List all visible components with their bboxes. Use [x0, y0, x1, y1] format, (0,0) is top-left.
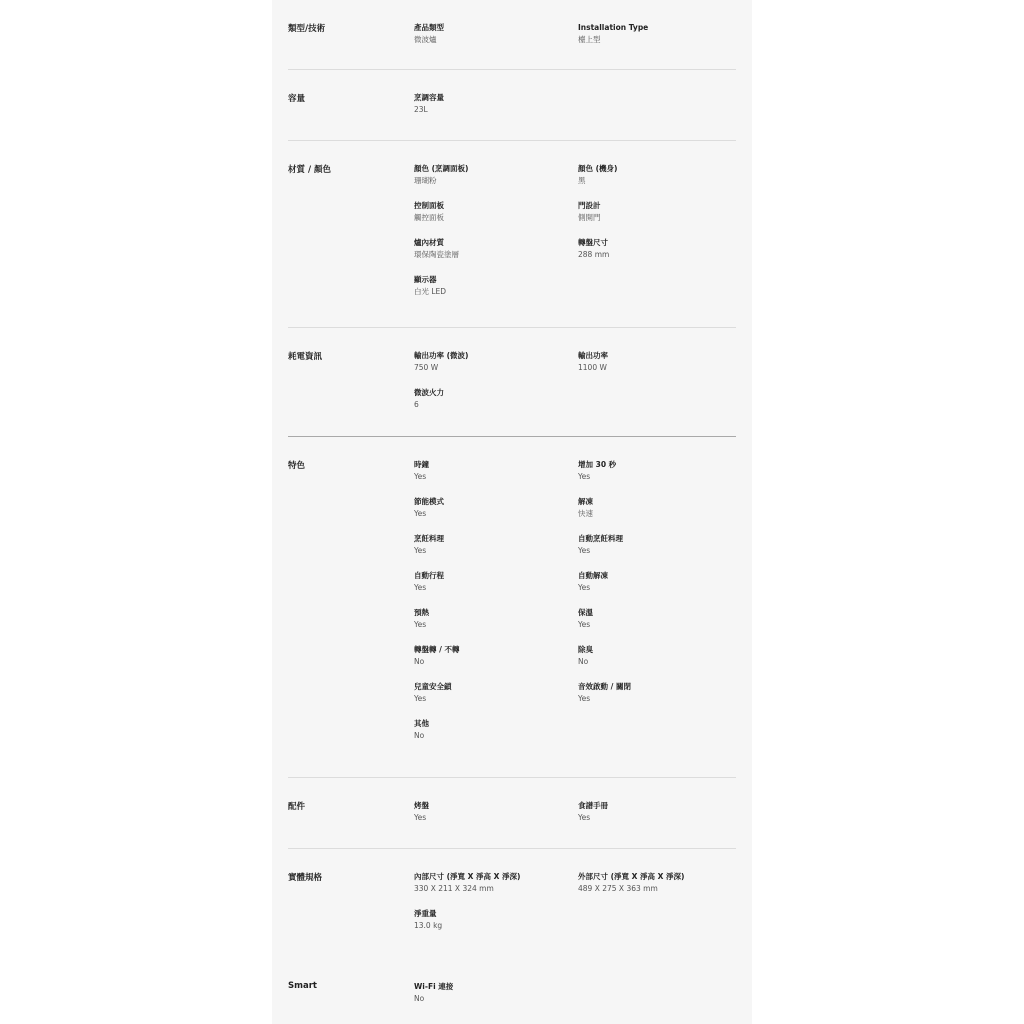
spec-section-type	[288, 0, 736, 70]
spec-value: 13.0 kg	[414, 921, 443, 930]
spec-label: 內部尺寸 (淨寬 X 淨高 X 淨深)	[414, 872, 521, 881]
spec-label: 烹飪料理	[414, 534, 444, 543]
spec-label: 烤盤	[414, 801, 429, 810]
spec-label: 自動烹飪料理	[578, 534, 623, 543]
spec-value: Yes	[578, 620, 591, 629]
spec-value: 750 W	[414, 363, 439, 372]
spec-item	[414, 800, 578, 824]
spec-label: 自動解凍	[578, 571, 608, 580]
spec-label: 門設計	[578, 201, 601, 210]
spec-value: 白光 LED	[414, 287, 447, 296]
spec-item	[414, 644, 578, 668]
spec-value: Yes	[414, 509, 427, 518]
section-category: 耗電資訊	[288, 352, 323, 362]
section-category: 實體規格	[288, 873, 323, 883]
spec-item	[578, 237, 738, 261]
spec-item	[578, 533, 738, 557]
spec-item	[578, 22, 738, 46]
section-category: Smart	[288, 981, 317, 991]
spec-section-accessories	[288, 778, 736, 849]
spec-value: 1100 W	[578, 363, 607, 372]
spec-item	[578, 350, 738, 374]
spec-item	[578, 871, 738, 895]
spec-item	[414, 871, 578, 895]
spec-section-smart	[288, 959, 736, 1019]
spec-value: No	[414, 994, 425, 1003]
spec-value: No	[578, 657, 589, 666]
spec-label: 音效啟動 / 關閉	[578, 682, 631, 691]
section-category: 類型/技術	[288, 24, 326, 34]
spec-value: 檯上型	[578, 35, 601, 44]
spec-label: 產品類型	[414, 23, 444, 32]
spec-section-capacity	[288, 70, 736, 141]
spec-value: 489 X 275 X 363 mm	[578, 884, 658, 893]
spec-label: 顏色 (機身)	[578, 164, 618, 173]
spec-label: Wi-Fi 連接	[414, 982, 454, 991]
spec-value: 黑	[578, 176, 586, 185]
spec-item	[414, 237, 578, 261]
spec-label: 時鐘	[414, 460, 429, 469]
spec-item	[414, 274, 578, 298]
spec-label: 轉盤尺寸	[578, 238, 608, 247]
spec-value: 珊瑚粉	[414, 176, 437, 185]
spec-label: 節能模式	[414, 497, 444, 506]
spec-label: 烹調容量	[414, 93, 444, 102]
spec-value: 側開門	[578, 213, 601, 222]
spec-value: 快速	[578, 509, 593, 518]
spec-value: Yes	[414, 813, 427, 822]
spec-label: 自動行程	[414, 571, 444, 580]
spec-item	[578, 681, 738, 705]
spec-item	[414, 22, 578, 46]
spec-item	[578, 200, 738, 224]
spec-value: Yes	[414, 583, 427, 592]
spec-item	[414, 908, 578, 932]
spec-value: Yes	[578, 583, 591, 592]
spec-label: 顏色 (烹調面板)	[414, 164, 469, 173]
spec-value: Yes	[578, 472, 591, 481]
spec-value: 288 mm	[578, 250, 610, 259]
spec-label: 增加 30 秒	[578, 460, 617, 469]
spec-item	[414, 350, 578, 374]
spec-item	[414, 533, 578, 557]
spec-item	[414, 387, 578, 411]
section-category: 材質 / 顏色	[288, 165, 332, 175]
spec-label: 外部尺寸 (淨寬 X 淨高 X 淨深)	[578, 872, 685, 881]
spec-item	[578, 800, 738, 824]
spec-label: 兒童安全鎖	[414, 682, 452, 691]
spec-item	[578, 496, 738, 520]
spec-item	[414, 92, 578, 116]
spec-value: 微波爐	[414, 35, 437, 44]
spec-label: 轉盤轉 / 不轉	[414, 645, 460, 654]
spec-label: 輸出功率	[578, 351, 608, 360]
spec-item	[414, 459, 578, 483]
spec-value: 環保陶瓷塗層	[414, 250, 459, 259]
spec-label: 淨重量	[414, 909, 437, 918]
section-category: 容量	[288, 94, 306, 104]
spec-label: 輸出功率 (微波)	[414, 351, 469, 360]
spec-label: 爐內材質	[414, 238, 444, 247]
spec-item	[414, 570, 578, 594]
spec-label: Installation Type	[578, 23, 649, 32]
spec-value: 6	[414, 400, 419, 409]
spec-item	[578, 644, 738, 668]
spec-label: 微波火力	[414, 388, 444, 397]
spec-item	[414, 607, 578, 631]
spec-value: 23L	[414, 105, 428, 114]
spec-label: 控制面板	[414, 201, 444, 210]
spec-item	[414, 496, 578, 520]
spec-item	[414, 681, 578, 705]
spec-label: 除臭	[578, 645, 593, 654]
spec-value: Yes	[578, 694, 591, 703]
spec-value: 330 X 211 X 324 mm	[414, 884, 494, 893]
spec-value: Yes	[414, 620, 427, 629]
spec-label: 顯示器	[414, 275, 437, 284]
spec-label: 保溫	[578, 608, 593, 617]
spec-value: Yes	[414, 546, 427, 555]
spec-value: Yes	[414, 694, 427, 703]
spec-item	[578, 607, 738, 631]
spec-section-material	[288, 141, 736, 328]
spec-label: 解凍	[578, 497, 593, 506]
spec-item	[578, 570, 738, 594]
spec-item	[578, 459, 738, 483]
spec-item	[414, 200, 578, 224]
spec-value: 觸控面板	[414, 213, 444, 222]
spec-value: Yes	[578, 813, 591, 822]
spec-section-physical	[288, 849, 736, 959]
spec-item	[414, 981, 578, 1005]
spec-item	[414, 718, 578, 742]
spec-panel	[272, 0, 752, 1024]
spec-value: No	[414, 657, 425, 666]
spec-label: 預熱	[414, 608, 429, 617]
spec-value: No	[414, 731, 425, 740]
spec-label: 其他	[414, 719, 429, 728]
section-category: 特色	[288, 461, 306, 471]
spec-section-features	[288, 437, 736, 778]
spec-value: Yes	[414, 472, 427, 481]
spec-item	[414, 163, 578, 187]
spec-value: Yes	[578, 546, 591, 555]
section-category: 配件	[288, 802, 306, 812]
spec-item	[578, 163, 738, 187]
spec-label: 食譜手冊	[578, 801, 608, 810]
spec-section-power	[288, 328, 736, 437]
